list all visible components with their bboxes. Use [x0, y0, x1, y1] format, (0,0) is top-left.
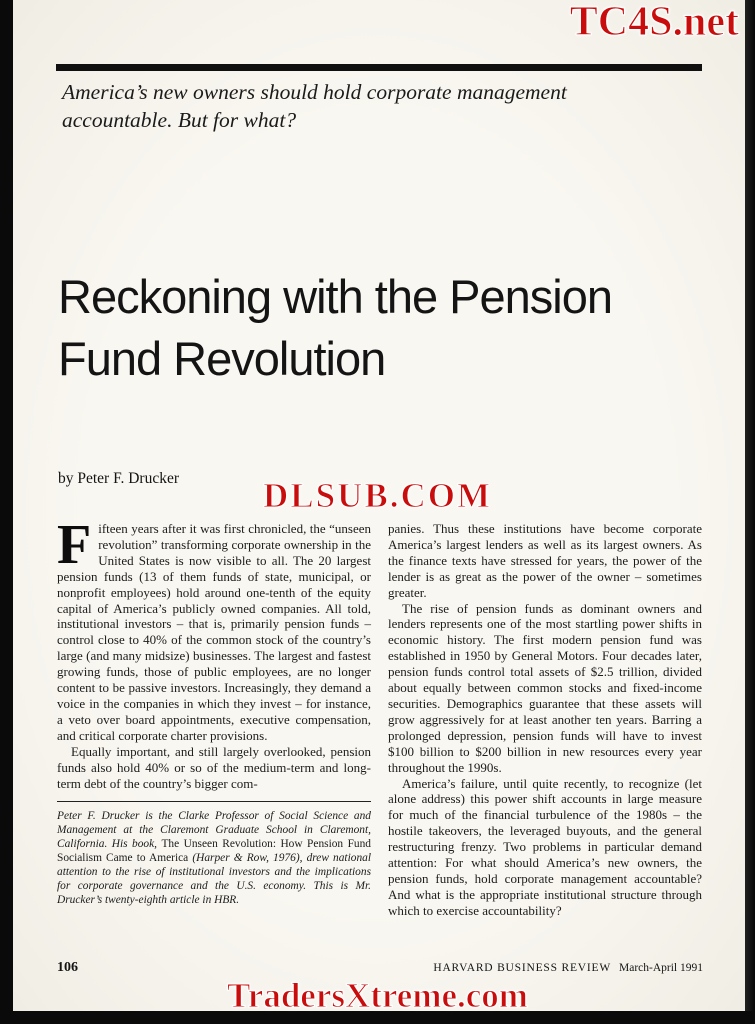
scan-edge-right — [745, 0, 755, 1024]
column-2 — [388, 521, 702, 919]
body-paragraph: panies. Thus these institutions have become corporate America’s largest lenders as well as its largest owners. As the finance texts have stressed for years, the power of the lender is as great as the power of the owner – sometimes greater. — [388, 521, 702, 600]
article-title — [58, 266, 612, 390]
body-paragraph: Equally important, and still largely overlooked, pension funds also hold 40% or so of the medium-term and long-term debt of the country’s bigger com- — [57, 743, 371, 791]
article-body — [57, 514, 703, 919]
paragraph-text: ifteen years after it was first chronicled, the “unseen revolution” transforming corporate ownership in the United States is now visible to all. The 20 largest pension funds (13 of them funds of state, municipal, or nonprofit employees) hold around one-tenth of the equity capital of America’s publicly owned companies. All told, institutional investors – that is, primarily pension funds – control close to 40% of the common stock of the country’s large (and many midsize) businesses. The largest and fastest growing funds, those of public employees, are no longer content to be passive investors. Increasingly, they demand a voice in the companies in which they invest – for instance, a veto over board appointments, executive compensation, and critical corporate charter provisions. — [57, 521, 371, 743]
watermark-tc4s: TC4S.net — [569, 0, 739, 45]
author-bio — [57, 801, 371, 907]
title-line-2: Fund Revolution — [58, 332, 386, 385]
byline: by Peter F. Drucker — [58, 470, 180, 487]
journal-line — [433, 958, 703, 976]
scan-edge-left — [0, 0, 13, 1024]
dropcap-letter: F — [57, 514, 92, 576]
page-number: 106 — [57, 960, 78, 975]
bio-text: (Harper & Row, 1976), drew national attention to the rise of institutional investors and the implications for corporate governance and the U.S. economy. This is Mr. Drucker’s twenty-eighth article in HBR. — [57, 852, 372, 907]
bio-text: Peter F. Drucker is the Clarke Professor of Social Science and Management at the Claremont Graduate School in Claremont, California. His book, — [57, 810, 371, 851]
journal-name: HARVARD BUSINESS REVIEW — [433, 962, 611, 974]
body-paragraph — [57, 514, 371, 744]
title-line-1: Reckoning with the Pension — [58, 270, 613, 323]
column-1 — [57, 514, 372, 919]
body-paragraph: The rise of pension funds as dominant owners and lenders represents one of the most startling power shifts in economic history. The first modern pension fund was established in 1950 by General Motors. Four decades later, pension funds control total assets of $2.5 trillion, divided about equally between common stocks and fixed-income securities. Demographics guarantee that these assets will grow aggressively for at least another ten years. Barring a prolonged depression, pension funds will have to invest $100 billion to $200 billion in new resources every year throughout the 1990s. — [388, 600, 702, 775]
bio-book-title: The Unseen Revolution: How Pension Fund Socialism Came to America — [57, 838, 371, 865]
watermark-tradersxtreme: TradersXtreme.com — [227, 976, 528, 1015]
issue-date: March-April 1991 — [619, 962, 703, 974]
watermark-dlsub: DLSUB.COM — [263, 476, 492, 515]
top-rule — [56, 64, 702, 71]
body-paragraph: America’s failure, until quite recently, to recognize (let alone address) this power shift accounts in large measure for much of the financial turbulence of the 1980s – the hostile takeovers, the leveraged buyouts, and the general restructuring frenzy. Two problems in particular demand attention: For what should America’s new owners, the pension funds, hold corporate management accountable? And what is the appropriate institutional structure through which to exercise accountability? — [388, 775, 702, 918]
page-footer — [57, 958, 703, 976]
deck-text: America’s new owners should hold corporate management accountable. But for what? — [62, 80, 567, 132]
